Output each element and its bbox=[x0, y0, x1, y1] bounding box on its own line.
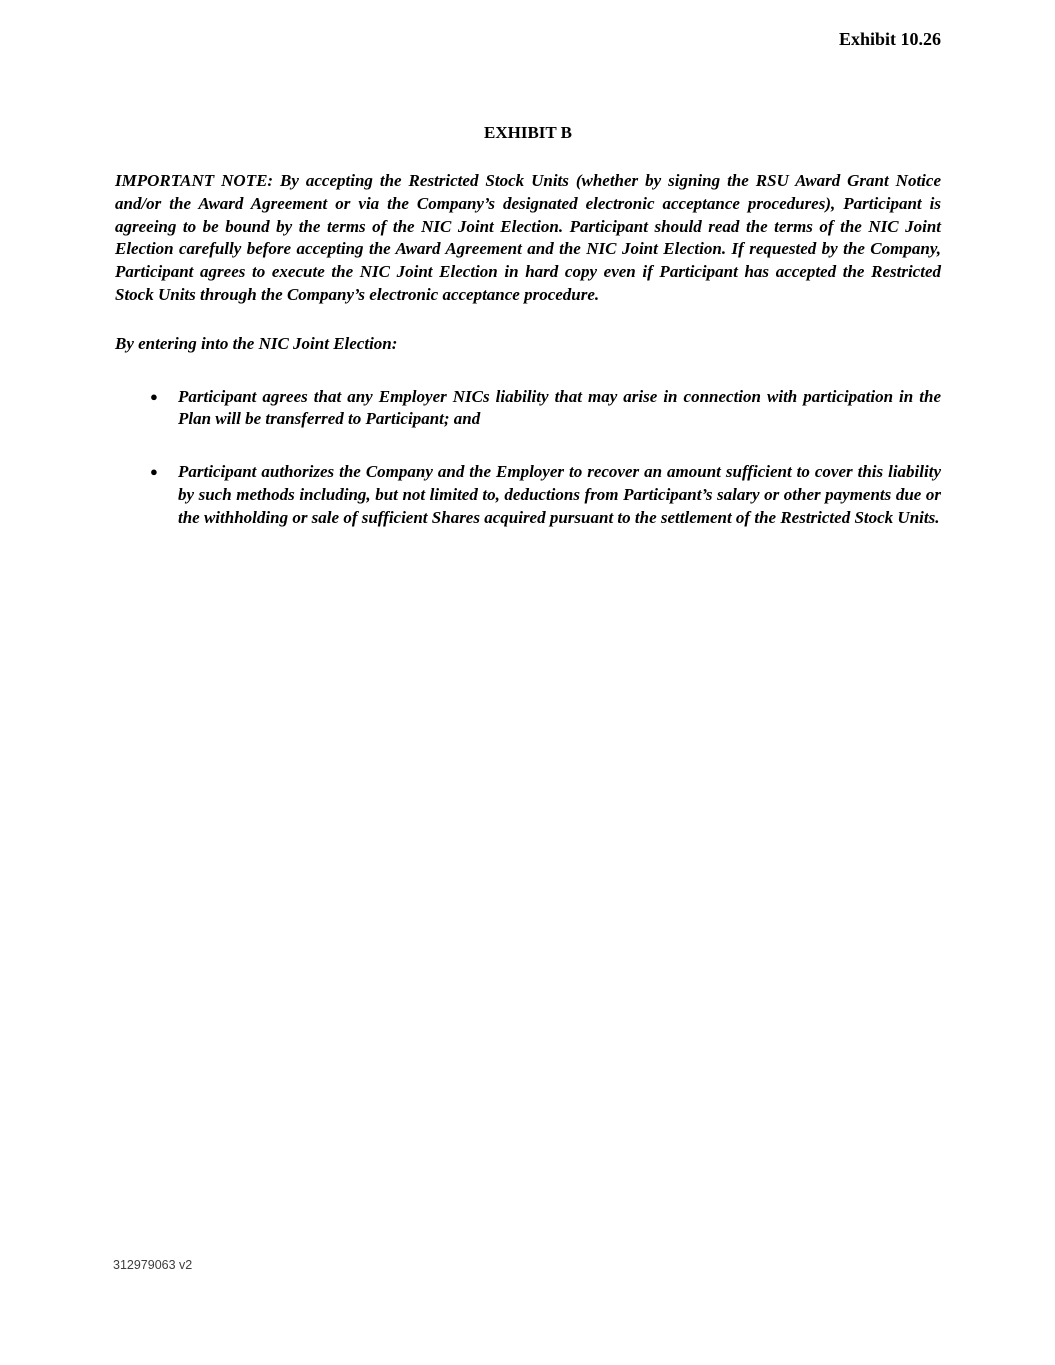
bullet-item bbox=[115, 386, 941, 432]
bullet-text: Participant agrees that any Employer NICs liability that may arise in connection with participation in the Plan will be transferred to Participant; and bbox=[178, 386, 941, 429]
bullet-text: Participant authorizes the Company and the Employer to recover an amount sufficient to cover this liability by such methods including, but not limited to, deductions from Participant’s salary or other payments due or the withholding or sale of sufficient Shares acquired pursuant to the settlement of the Restricted Stock Units. bbox=[178, 462, 941, 527]
page-title: EXHIBIT B bbox=[483, 123, 573, 142]
bullet-item bbox=[115, 461, 941, 529]
bullet-icon: ● bbox=[150, 464, 158, 480]
bullet-icon: ● bbox=[150, 388, 158, 404]
important-note-paragraph: IMPORTANT NOTE: By accepting the Restricted Stock Units (whether by signing the RSU Award Grant Notice and/or the Award Agreement or via the Company’s designated electronic acceptance procedures), Participant is agreeing to be bound by the terms of the NIC Joint Election. Participant should read the terms of the NIC Joint Election carefully before accepting the Award Agreement and the NIC Joint Election. If requested by the Company, Participant agrees to execute the NIC Joint Election in hard copy even if Participant has accepted the Restricted Stock Units through the Company’s electronic acceptance procedure. bbox=[115, 171, 941, 304]
exhibit-reference: Exhibit 10.26 bbox=[838, 29, 941, 49]
intro-line: By entering into the NIC Joint Election: bbox=[115, 333, 398, 353]
bullet-list bbox=[115, 386, 941, 530]
footer-reference: 312979063 v2 bbox=[113, 1258, 193, 1272]
